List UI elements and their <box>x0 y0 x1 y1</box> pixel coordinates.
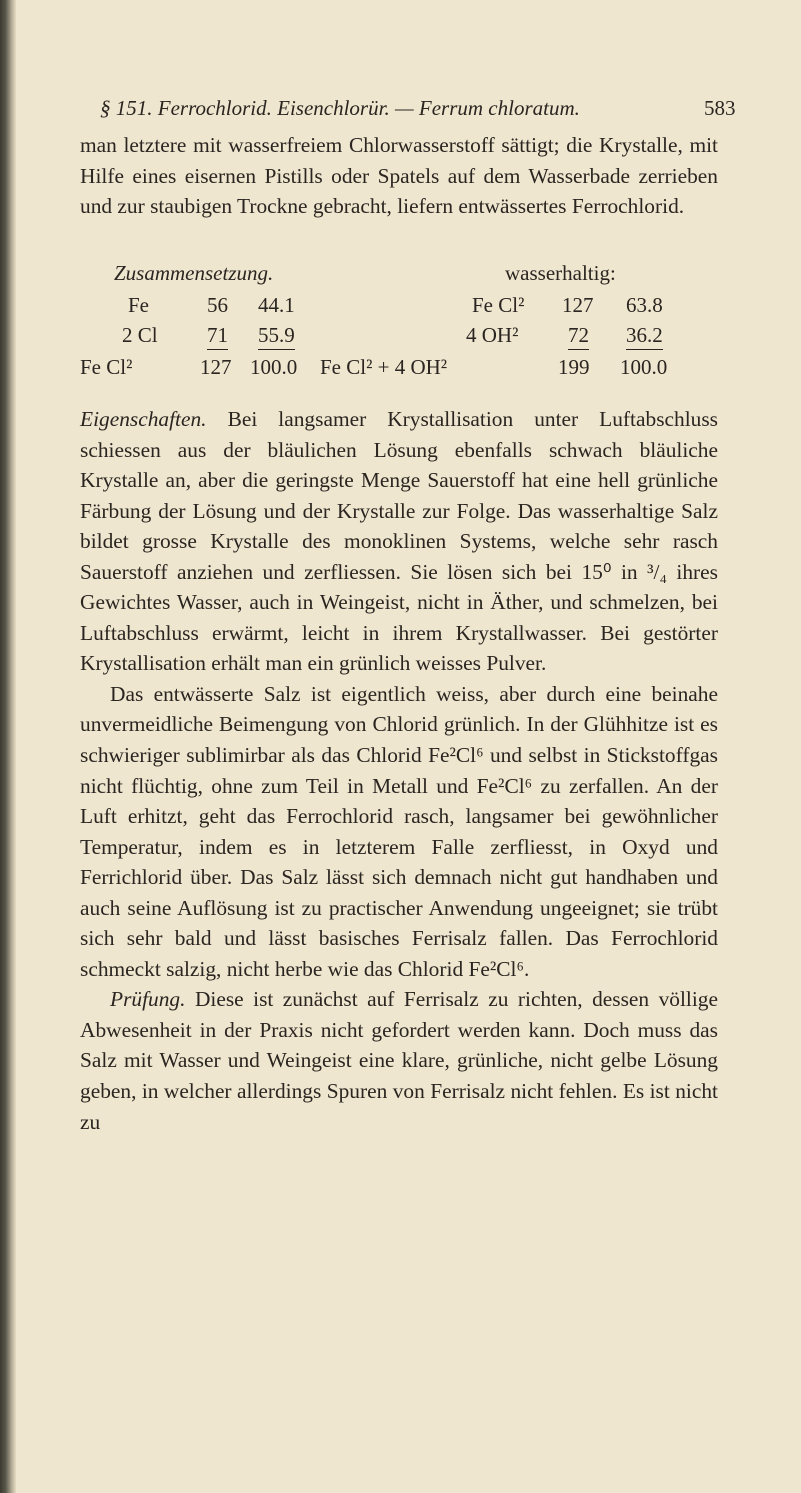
hydrated-weight: 127 <box>562 293 594 317</box>
hydrated-heading: wasserhaltig: <box>505 261 616 285</box>
hydrated-weight: 199 <box>558 355 590 379</box>
pruefung-lead: Prüfung. <box>110 987 186 1012</box>
anhydrous-formula: 2 Cl <box>122 323 158 347</box>
anhydrous-percent: 55.9 <box>258 323 295 350</box>
hydrated-percent: 100.0 <box>620 355 668 379</box>
composition-table <box>80 261 720 391</box>
eigenschaften-lead: Eigenschaften. <box>80 407 207 431</box>
anhydrous-percent: 44.1 <box>258 293 295 317</box>
hydrated-percent: 63.8 <box>626 293 663 317</box>
pruefung-paragraph <box>80 984 718 1137</box>
hydrated-formula: Fe Cl² + 4 OH² <box>320 355 448 379</box>
paragraph-entwaessertes-salz: Das entwässerte Salz ist eigentlich weiss, aber durch eine beinahe unvermeidliche Beimengung von Chlorid grünlich. In der Glühhitze ist es schwieriger sublimirbar als das Chlorid Fe²Cl⁶ und selbst in Stickstoffgas nicht flüchtig, ohne zum Teil in Metall und Fe²Cl⁶ zu zerfallen. An der Luft erhitzt, geht das Ferrochlorid rasch, langsamer bei gewöhnlicher Temperatur, indem es in letzterem Falle zerfliesst, in Oxyd und Ferrichlorid über. Das Salz lässt sich demnach nicht gut handhaben und auch seine Auflösung ist zu practischer Anwendung ungeeignet; sie trübt sich sehr bald und lässt basisches Ferrisalz fallen. Das Ferrochlorid schmeckt salzig, nicht herbe wie das Chlorid Fe²Cl⁶. <box>80 681 718 981</box>
composition-heading: Zusammensetzung. <box>114 261 274 285</box>
table-row <box>80 323 720 353</box>
running-title: § 151. Ferrochlorid. Eisenchlorür. — Ferrum chloratum. <box>100 96 580 120</box>
anhydrous-weight: 71 <box>207 323 228 350</box>
eigenschaften-text: Bei langsamer Krystallisation unter Luftabschluss schiessen aus der bläulichen Lösung ebenfalls schwach bläuliche Krystalle an, aber die geringste Menge Sauerstoff hat eine hell grünliche Färbung der Lösung und der Krystalle zur Folge. Das wasserhaltige Salz bildet grosse Krystalle des monoklinen Systems, welche sehr rasch Sauerstoff anziehen und zerfliessen. Sie lösen sich bei 15⁰ in ³/₄ ihres Gewichtes Wasser, auch in Weingeist, nicht in Äther, und schmelzen, bei Luftabschluss erwärmt, leicht in ihrem Krystallwasser. Bei gestörter Krystallisation erhält man ein grünlich weisses Pulver. <box>80 407 718 676</box>
intro-paragraph: man letztere mit wasserfreiem Chlorwasserstoff sättigt; die Krystalle, mit Hilfe eines eisernen Pistills oder Spatels auf dem Wasserbade zerrieben und zur staubigen Trockne gebracht, liefern entwässertes Ferrochlorid. <box>80 133 718 219</box>
anhydrous-weight: 127 <box>200 355 232 379</box>
hydrated-weight: 72 <box>568 323 589 350</box>
table-row <box>80 355 720 385</box>
body-text-main <box>80 404 718 1137</box>
page-number: 583 <box>704 96 736 120</box>
anhydrous-weight: 56 <box>207 293 228 317</box>
anhydrous-formula: Fe <box>128 293 149 317</box>
eigenschaften-paragraph <box>80 404 718 679</box>
page-header <box>0 96 801 128</box>
table-row <box>80 293 720 323</box>
hydrated-formula: Fe Cl² <box>472 293 525 317</box>
hydrated-percent: 36.2 <box>626 323 663 350</box>
pruefung-text: Diese ist zunächst auf Ferrisalz zu richten, dessen völlige Abwesenheit in der Praxis nicht gefordert werden kann. Doch muss das Salz mit Wasser und Weingeist eine klare, grünliche, nicht gelbe Lösung geben, in welcher allerdings Spuren von Ferrisalz nicht fehlen. Es ist nicht zu <box>80 987 718 1134</box>
hydrated-formula: 4 OH² <box>466 323 519 347</box>
anhydrous-percent: 100.0 <box>250 355 298 379</box>
body-text-top <box>80 130 718 222</box>
anhydrous-formula: Fe Cl² <box>80 355 133 379</box>
